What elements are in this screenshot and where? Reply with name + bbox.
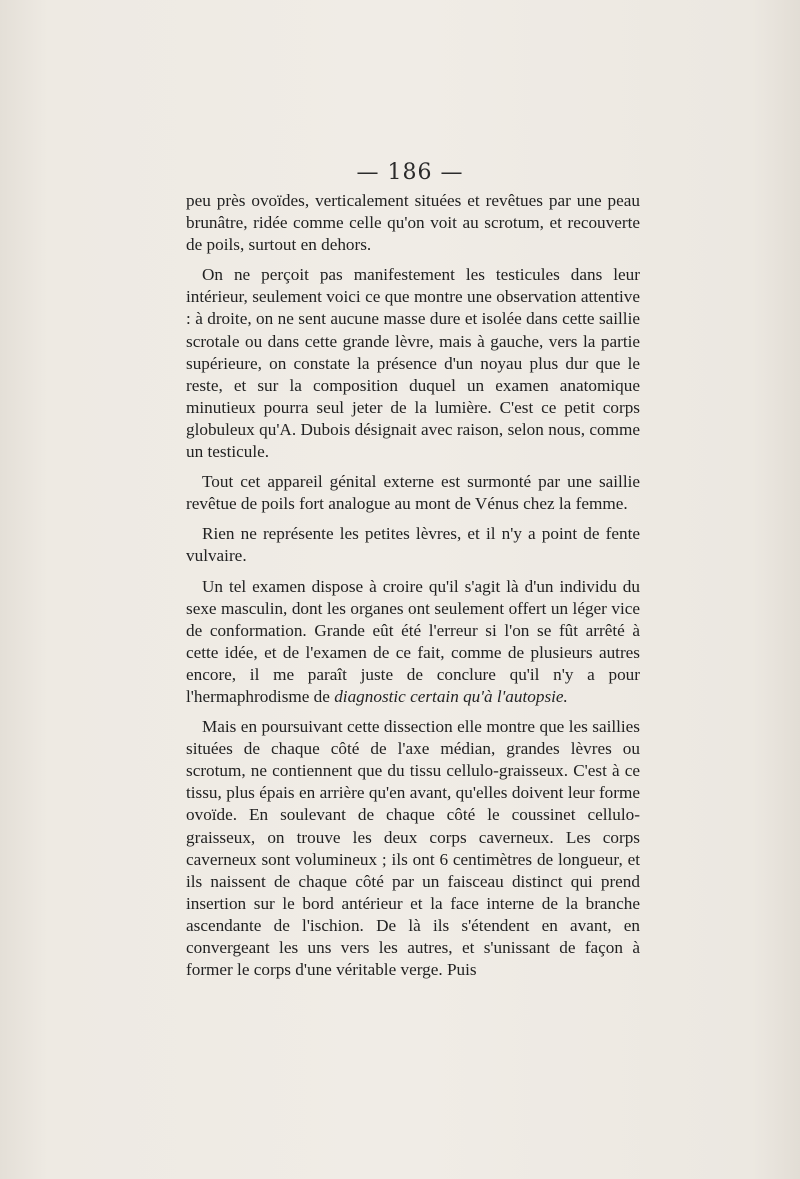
- paragraph: Mais en poursuivant cette dissection elle montre que les saillies situées de chaque côté de l'axe médian, grandes lèvres ou scrotum, ne contiennent que du tissu cellulo-graisseux. C'est à ce tissu, plus épais en arrière qu'en avant, qu'elles doivent leur forme ovoïde. En soulevant de chaque côté le coussinet cellulo-graisseux, on trouve les deux corps caverneux. Les corps caverneux sont volumineux ; ils ont 6 centimètres de longueur, et ils naissent de chaque côté par un faisceau distinct qui prend insertion sur le bord antérieur et la face interne de la branche ascendante de l'ischion. De là ils s'étendent en avant, en convergeant les uns vers les autres, et s'unissant de façon à former le corps d'une véritable verge. Puis: [186, 717, 640, 980]
- paragraph: On ne perçoit pas manifestement les testicules dans leur intérieur, seulement voici ce que montre une observation attentive : à droite, on ne sent aucune masse dure et isolée dans cette saillie scrotale ou dans cette grande lèvre, mais à gauche, vers la partie supérieure, on constate la présence d'un noyau plus dur que le reste, et sur la composition duquel un examen anatomique minutieux pourra seul jeter de la lumière. C'est ce petit corps globuleux qu'A. Dubois désignait avec raison, selon nous, comme un testicule.: [186, 265, 640, 462]
- paragraph: peu près ovoïdes, verticalement situées et revêtues par une peau brunâtre, ridée comme celle qu'on voit au scrotum, et recouverte de poils, surtout en dehors.: [186, 191, 640, 255]
- paragraph-text: Un tel examen dispose à croire qu'il s'agit là d'un individu du sexe masculin, dont les organes ont seulement offert un léger vice de conformation. Grande eût été l'erreur si l'on se fût arrêté à cette idée, et de l'examen de ce fait, comme de plusieurs autres encore, il me paraît juste de conclure qu'il n'y a pour l'hermaphrodisme de: [186, 576, 640, 706]
- paragraph: Tout cet appareil génital externe est surmonté par une saillie revêtue de poils fort analogue au mont de Vénus chez la femme.: [186, 472, 640, 514]
- paragraph: [186, 576, 640, 709]
- paragraph: Rien ne représente les petites lèvres, et il n'y a point de fente vulvaire.: [186, 524, 640, 566]
- body-text: [186, 190, 640, 989]
- italic-phrase: diagnostic certain qu'à l'autopsie.: [334, 686, 568, 706]
- page-number: — 186 —: [356, 160, 464, 185]
